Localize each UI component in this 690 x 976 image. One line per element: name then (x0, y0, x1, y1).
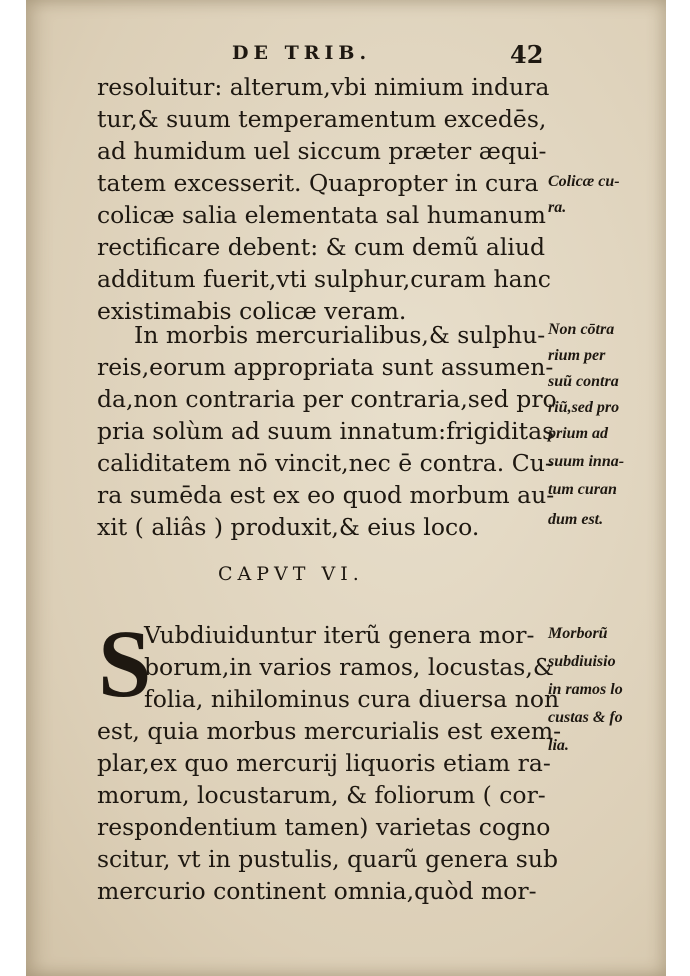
margin-note-line: tum curan (548, 481, 617, 498)
text-line: scitur, vt in pustulis, quarũ genera sub (97, 845, 559, 873)
margin-note-line: dum est. (548, 511, 604, 528)
page-header (26, 42, 666, 72)
text-line: xit ( aliâs ) produxit,& eius loco. (97, 513, 480, 541)
text-line: respondentium tamen) varietas cogno (97, 813, 551, 841)
text-line: plar,ex quo mercurij liquoris etiam ra- (97, 749, 551, 777)
text-line: resoluitur: alterum,vbi nimium indura (97, 73, 550, 101)
text-line: colicæ salia elementata sal humanum (97, 201, 546, 229)
text-line: folia, nihilominus cura diuersa non (144, 685, 560, 713)
margin-note-line: ra. (548, 199, 567, 216)
text-line: da,non contraria per contraria,sed pro (97, 385, 557, 413)
margin-note-line: rium per (548, 347, 606, 364)
text-line: In morbis mercurialibus,& sulphu- (134, 321, 546, 349)
margin-note-line: suum inna- (548, 453, 625, 470)
margin-note-line: subdiuisio (548, 653, 616, 670)
margin-note-line: in ramos lo (548, 681, 623, 698)
text-line: caliditatem nō vincit,nec ē contra. Cu- (97, 449, 553, 477)
book-page (26, 0, 666, 976)
text-line: mercurio continent omnia,quòd mor- (97, 877, 537, 905)
chapter-heading: CAPVT VI. (218, 563, 364, 585)
margin-note-line: riũ,sed pro (548, 399, 620, 416)
margin-note-line: lia. (548, 737, 569, 754)
text-line: existimabis colicæ veram. (97, 297, 407, 325)
running-head: DE TRIB. (232, 42, 372, 64)
drop-cap: S (98, 610, 152, 717)
text-line: ra sumēda est ex eo quod morbum au- (97, 481, 555, 509)
text-line: additum fuerit,vti sulphur,curam hanc (97, 265, 551, 293)
text-line: tatem excesserit. Quapropter in cura (97, 169, 539, 197)
margin-note-line: Colicæ cu- (548, 173, 620, 190)
text-line: tur,& suum temperamentum excedēs, (97, 105, 547, 133)
margin-note-line: suũ contra (548, 373, 619, 390)
margin-note-line: custas & fo (548, 709, 623, 726)
text-line: est, quia morbus mercurialis est exem- (97, 717, 562, 745)
text-line: Vubdiuiduntur iterũ genera mor- (144, 621, 535, 649)
text-line: morum, locustarum, & foliorum ( cor- (97, 781, 546, 809)
margin-note-line: Non cōtra (548, 321, 615, 338)
text-line: borum,in varios ramos, locustas,& (144, 653, 554, 681)
text-line: ad humidum uel siccum præter æqui- (97, 137, 547, 165)
text-line: pria solùm ad suum innatum:frigiditas (97, 417, 555, 445)
margin-note-line: Morborũ (548, 625, 608, 642)
page-number: 42 (510, 40, 544, 69)
text-line: rectificare debent: & cum demũ aliud (97, 233, 546, 261)
text-line: reis,eorum appropriata sunt assumen- (97, 353, 554, 381)
margin-note-line: prium ad (548, 425, 609, 442)
